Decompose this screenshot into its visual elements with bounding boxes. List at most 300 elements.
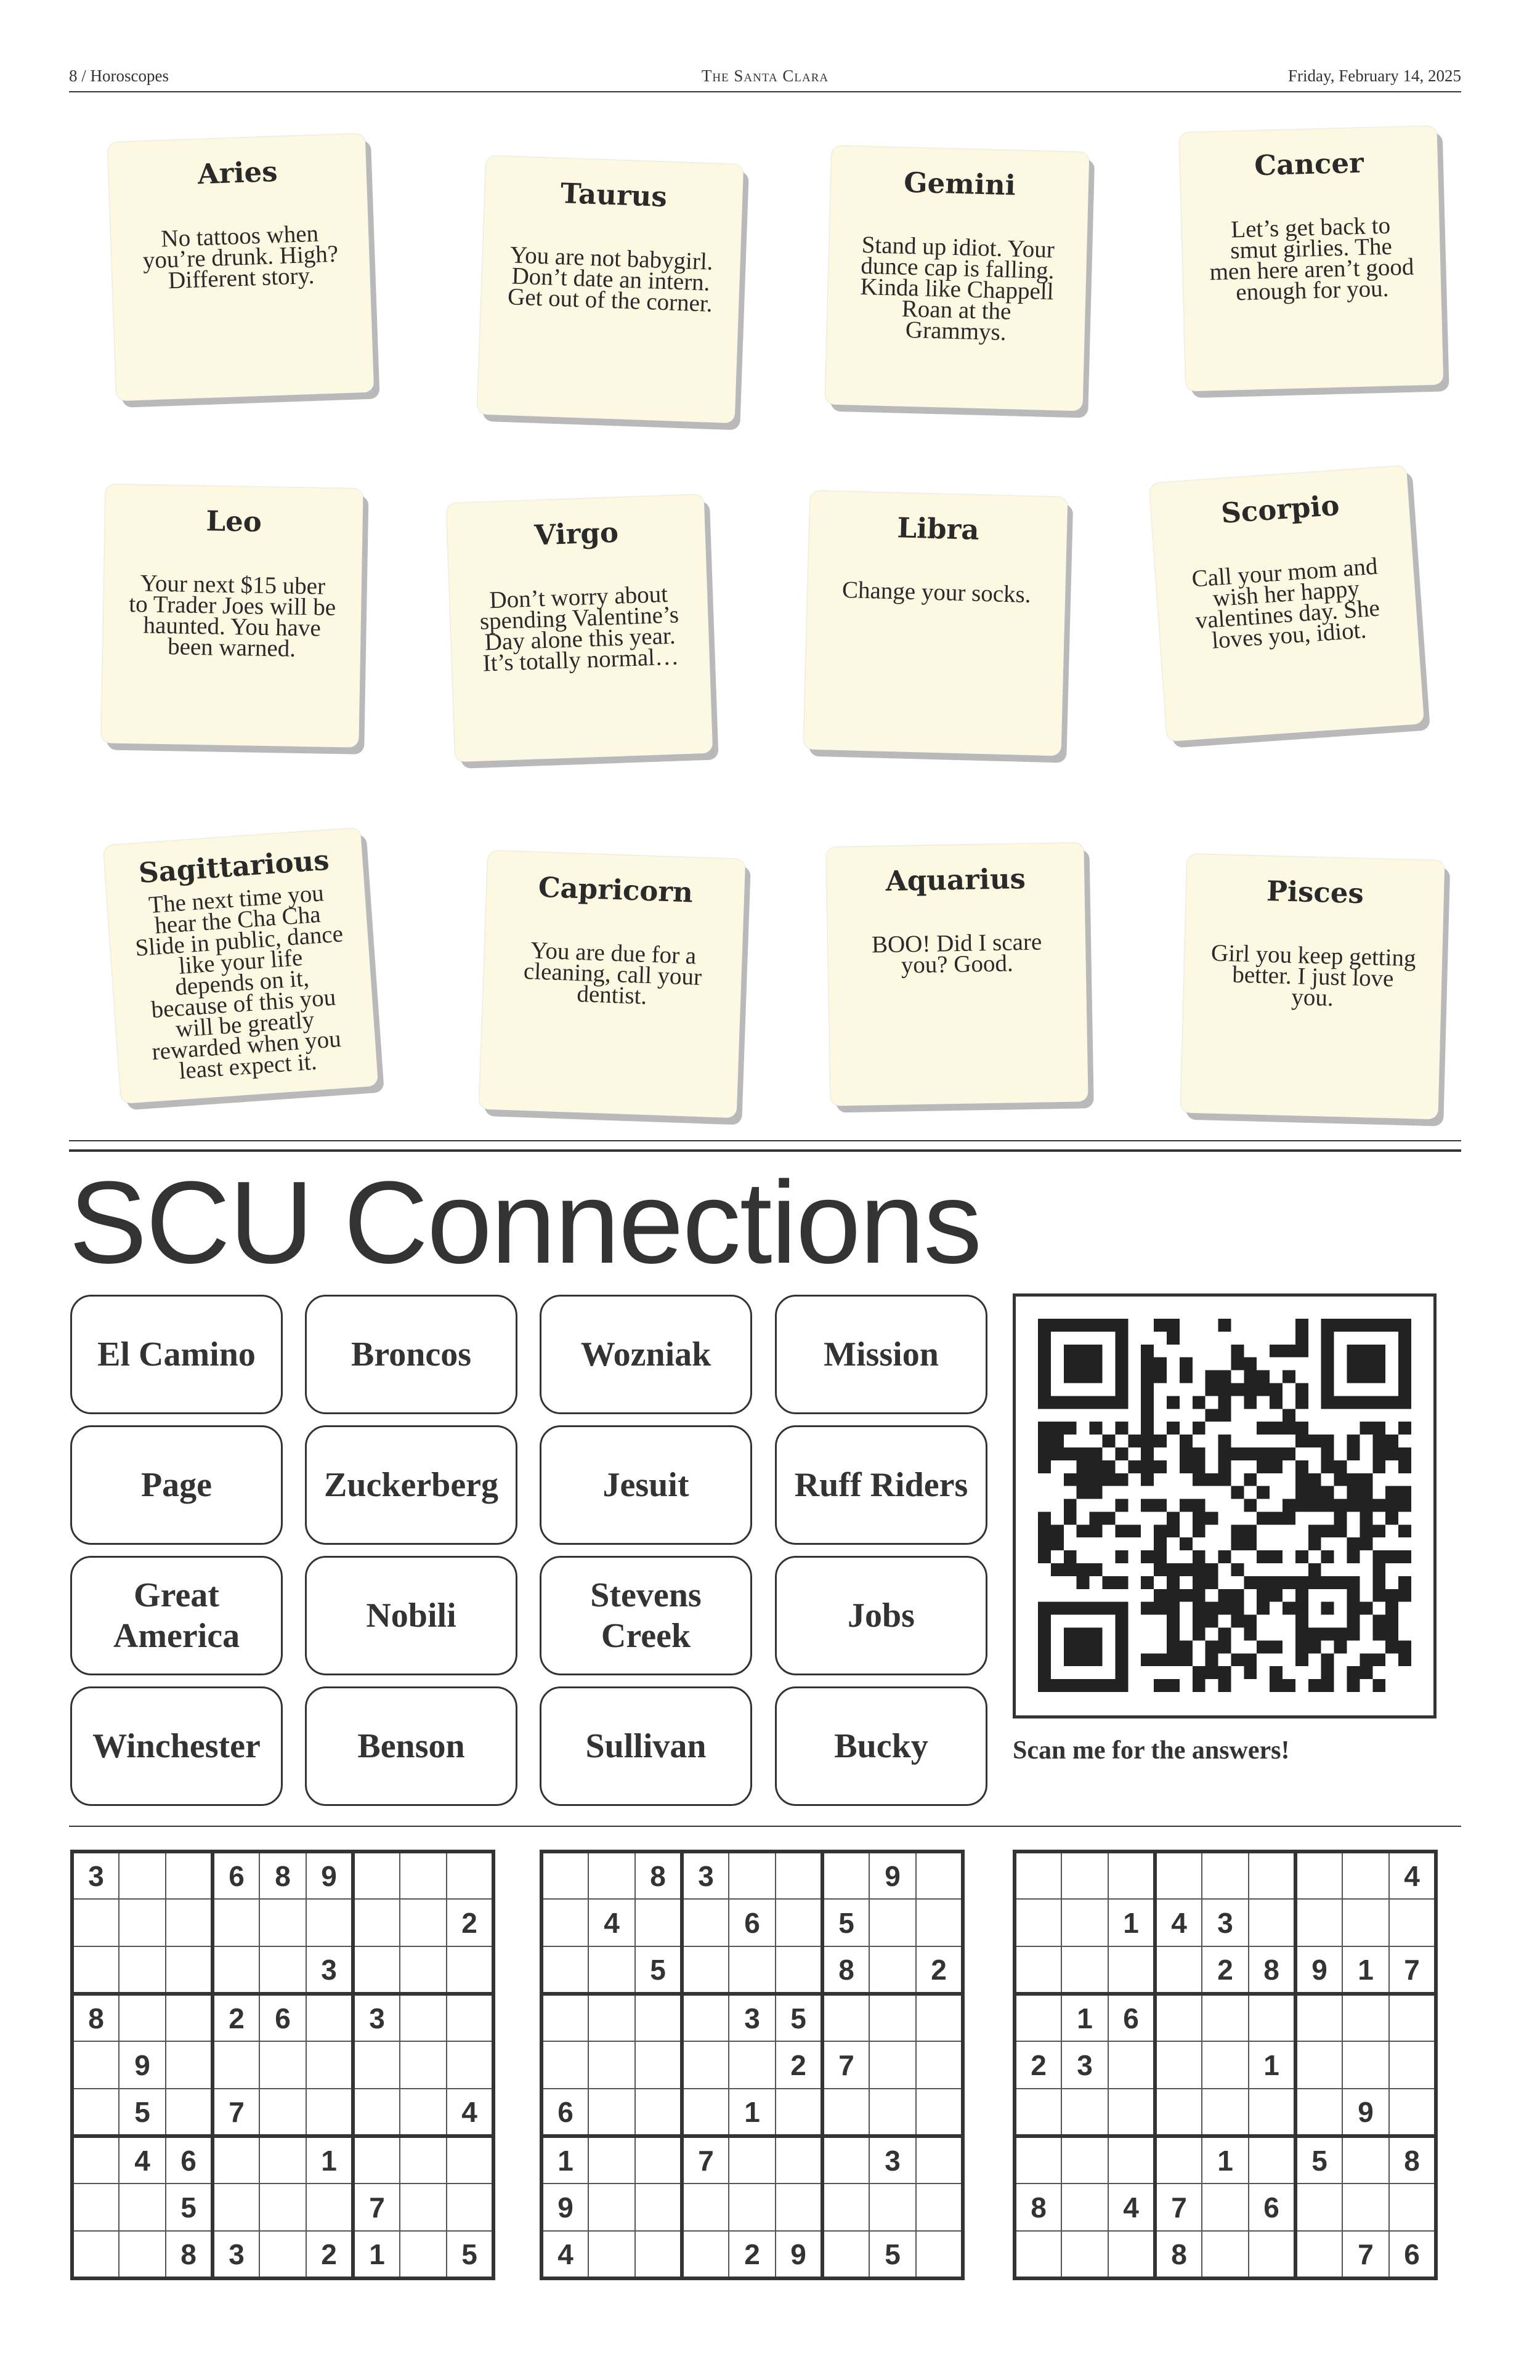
sudoku-cell[interactable] (259, 2041, 306, 2089)
sudoku-cell[interactable] (213, 2184, 259, 2231)
sudoku-row (72, 2184, 493, 2231)
sudoku-cell[interactable]: 6 (1249, 2184, 1295, 2231)
sudoku-row (72, 1946, 493, 1994)
sudoku-cell[interactable]: 4 (447, 2089, 493, 2136)
sudoku-cell[interactable]: 5 (119, 2089, 166, 2136)
sudoku-cell[interactable] (1342, 1852, 1389, 1899)
sudoku-cell[interactable] (682, 2041, 729, 2089)
sudoku-cell[interactable]: 2 (306, 2231, 353, 2278)
connections-tile[interactable]: Great America (70, 1556, 283, 1675)
connections-tile[interactable]: Wozniak (540, 1295, 752, 1414)
sudoku-cell[interactable]: 6 (259, 1994, 306, 2041)
sudoku-cell[interactable]: 1 (541, 2136, 588, 2184)
sudoku-cell[interactable] (1108, 2089, 1155, 2136)
sudoku-cell[interactable] (635, 2231, 682, 2278)
sudoku-cell[interactable]: 1 (353, 2231, 400, 2278)
connections-tile[interactable]: Stevens Creek (540, 1556, 752, 1675)
sudoku-cell[interactable] (353, 2136, 400, 2184)
sudoku-cell[interactable]: 5 (166, 2184, 213, 2231)
sudoku-cell[interactable] (1061, 2231, 1108, 2278)
section-divider (69, 1140, 1461, 1141)
qr-code[interactable] (1013, 1293, 1437, 1718)
sudoku-row (1015, 2184, 1436, 2231)
sudoku-cell[interactable] (1108, 2136, 1155, 2184)
sudoku-cell[interactable]: 9 (1342, 2089, 1389, 2136)
sudoku-cell[interactable]: 5 (1295, 2136, 1342, 2184)
sudoku-cell[interactable] (1202, 2089, 1249, 2136)
sudoku-cell[interactable]: 8 (1249, 1946, 1295, 1994)
sudoku-cell[interactable] (306, 2041, 353, 2089)
sudoku-cell[interactable] (1015, 2231, 1061, 2278)
sudoku-cell[interactable] (588, 1946, 635, 1994)
sudoku-cell[interactable]: 1 (306, 2136, 353, 2184)
sudoku-cell[interactable] (1061, 2089, 1108, 2136)
connections-tile[interactable]: Benson (305, 1686, 517, 1806)
sudoku-cell[interactable] (682, 2231, 729, 2278)
sudoku-cell[interactable] (869, 2184, 916, 2231)
sudoku-cell[interactable]: 7 (353, 2184, 400, 2231)
sudoku-cell[interactable] (869, 2089, 916, 2136)
sudoku-row (1015, 1899, 1436, 1946)
sudoku-cell[interactable] (1061, 2184, 1108, 2231)
sudoku-cell[interactable]: 1 (1061, 1994, 1108, 2041)
sudoku-cell[interactable]: 6 (541, 2089, 588, 2136)
sudoku-cell[interactable] (776, 2136, 822, 2184)
sudoku-cell[interactable]: 4 (588, 1899, 635, 1946)
sudoku-row (1015, 1946, 1436, 1994)
sudoku-cell[interactable] (400, 1899, 447, 1946)
sudoku-cell[interactable] (259, 2136, 306, 2184)
connections-tile[interactable]: Bucky (775, 1686, 987, 1806)
sudoku-cell[interactable] (259, 2231, 306, 2278)
sudoku-cell[interactable] (1108, 2041, 1155, 2089)
sudoku-cell[interactable] (447, 1946, 493, 1994)
sudoku-grid-3 (1013, 1850, 1438, 2280)
sudoku-cell[interactable] (72, 2041, 119, 2089)
sudoku-cell[interactable] (1108, 1852, 1155, 1899)
sudoku-cell[interactable] (72, 2136, 119, 2184)
sudoku-cell[interactable] (541, 1899, 588, 1946)
sudoku-cell[interactable]: 6 (213, 1852, 259, 1899)
sudoku-cell[interactable]: 7 (213, 2089, 259, 2136)
sudoku-row (1015, 1852, 1436, 1899)
sudoku-cell[interactable]: 2 (729, 2231, 776, 2278)
section-divider (69, 1149, 1461, 1152)
sudoku-cell[interactable] (1249, 1852, 1295, 1899)
sudoku-cell[interactable] (447, 1994, 493, 2041)
sudoku-row (1015, 1994, 1436, 2041)
sudoku-cell[interactable] (400, 2041, 447, 2089)
sudoku-cell[interactable] (916, 2184, 963, 2231)
sudoku-cell[interactable] (353, 2089, 400, 2136)
sudoku-cell[interactable] (400, 2184, 447, 2231)
sudoku-cell[interactable] (166, 1946, 213, 1994)
sudoku-cell[interactable] (1249, 1994, 1295, 2041)
sudoku-row (541, 2041, 963, 2089)
sudoku-row (1015, 2136, 1436, 2184)
sudoku-cell[interactable]: 2 (447, 1899, 493, 1946)
sudoku-cell[interactable]: 8 (166, 2231, 213, 2278)
sudoku-cell[interactable] (213, 1899, 259, 1946)
sudoku-cell[interactable] (353, 1946, 400, 1994)
sudoku-cell[interactable] (1295, 2041, 1342, 2089)
sudoku-cell[interactable] (166, 2089, 213, 2136)
sudoku-cell[interactable] (400, 1994, 447, 2041)
sudoku-cell[interactable] (213, 2041, 259, 2089)
sudoku-cell[interactable] (1389, 2184, 1436, 2231)
sudoku-cell[interactable] (213, 2136, 259, 2184)
horoscope-text: BOO! Did I scare you? Good. (871, 928, 1042, 979)
sudoku-cell[interactable] (729, 1852, 776, 1899)
sudoku-cell[interactable] (72, 2231, 119, 2278)
sudoku-cell[interactable]: 9 (1295, 1946, 1342, 1994)
sudoku-cell[interactable] (869, 1994, 916, 2041)
horoscope-sign: Taurus (560, 177, 668, 214)
sudoku-cell[interactable] (119, 1852, 166, 1899)
connections-tile[interactable]: Zuckerberg (305, 1425, 517, 1545)
sudoku-cell[interactable] (1061, 2136, 1108, 2184)
horoscope-card-gemini (825, 146, 1090, 411)
sudoku-cell[interactable] (306, 2184, 353, 2231)
sudoku-cell[interactable] (166, 1852, 213, 1899)
horoscope-card-aries (108, 134, 374, 401)
sudoku-cell[interactable] (1155, 1946, 1202, 1994)
horoscope-text: Change your socks. (841, 577, 1032, 609)
sudoku-cell[interactable] (1015, 2089, 1061, 2136)
sudoku-row (72, 2136, 493, 2184)
horoscope-sign: Capricorn (537, 870, 694, 909)
sudoku-cell[interactable] (1295, 1899, 1342, 1946)
sudoku-cell[interactable] (635, 1899, 682, 1946)
sudoku-cell[interactable] (1155, 2041, 1202, 2089)
sudoku-cell[interactable] (72, 1946, 119, 1994)
sudoku-cell[interactable] (1015, 1994, 1061, 2041)
sudoku-cell[interactable] (1108, 2231, 1155, 2278)
sudoku-cell[interactable] (306, 1899, 353, 1946)
sudoku-cell[interactable] (259, 2184, 306, 2231)
sudoku-cell[interactable]: 8 (635, 1852, 682, 1899)
sudoku-cell[interactable]: 5 (869, 2231, 916, 2278)
sudoku-cell[interactable] (869, 1899, 916, 1946)
sudoku-cell[interactable] (1249, 1899, 1295, 1946)
sudoku-cell[interactable] (822, 1994, 869, 2041)
horoscope-card-libra (804, 491, 1068, 756)
sudoku-cell[interactable] (1202, 2041, 1249, 2089)
sudoku-cell[interactable] (119, 1946, 166, 1994)
sudoku-cell[interactable]: 8 (1015, 2184, 1061, 2231)
sudoku-cell[interactable]: 3 (869, 2136, 916, 2184)
sudoku-cell[interactable] (447, 2184, 493, 2231)
sudoku-cell[interactable]: 4 (1155, 1899, 1202, 1946)
sudoku-cell[interactable] (588, 2089, 635, 2136)
horoscope-sign: Cancer (1254, 146, 1364, 182)
sudoku-cell[interactable] (635, 2089, 682, 2136)
sudoku-cell[interactable] (635, 2041, 682, 2089)
sudoku-cell[interactable]: 9 (541, 2184, 588, 2231)
sudoku-cell[interactable] (916, 1852, 963, 1899)
connections-tile[interactable]: Ruff Riders (775, 1425, 987, 1545)
sudoku-cell[interactable] (447, 2041, 493, 2089)
sudoku-cell[interactable] (916, 1899, 963, 1946)
sudoku-cell[interactable]: 8 (1389, 2136, 1436, 2184)
sudoku-cell[interactable] (119, 1899, 166, 1946)
sudoku-cell[interactable] (541, 2041, 588, 2089)
sudoku-cell[interactable]: 2 (1202, 1946, 1249, 1994)
sudoku-cell[interactable]: 6 (1389, 2231, 1436, 2278)
sudoku-cell[interactable] (682, 1899, 729, 1946)
sudoku-cell[interactable] (1015, 1899, 1061, 1946)
sudoku-cell[interactable] (1061, 1852, 1108, 1899)
sudoku-row (541, 1994, 963, 2041)
sudoku-cell[interactable] (1342, 2136, 1389, 2184)
qr-code-icon (1038, 1319, 1411, 1692)
sudoku-cell[interactable] (635, 1994, 682, 2041)
sudoku-cell[interactable] (1108, 1946, 1155, 1994)
sudoku-cell[interactable] (1389, 2089, 1436, 2136)
sudoku-cell[interactable]: 1 (729, 2089, 776, 2136)
sudoku-cell[interactable] (1202, 2231, 1249, 2278)
sudoku-cell[interactable] (776, 2089, 822, 2136)
sudoku-cell[interactable]: 3 (682, 1852, 729, 1899)
horoscope-card-sagittarious (103, 828, 378, 1104)
connections-tile[interactable]: Jobs (775, 1556, 987, 1675)
sudoku-cell[interactable] (916, 2231, 963, 2278)
sudoku-cell[interactable] (72, 2184, 119, 2231)
sudoku-cell[interactable]: 8 (72, 1994, 119, 2041)
sudoku-cell[interactable]: 9 (869, 1852, 916, 1899)
horoscope-text: Girl you keep getting better. I just love you. (1210, 939, 1417, 1011)
qr-caption: Scan me for the answers! (1013, 1736, 1290, 1765)
sudoku-cell[interactable]: 5 (635, 1946, 682, 1994)
sudoku-cell[interactable]: 8 (259, 1852, 306, 1899)
sudoku-cell[interactable]: 4 (1108, 2184, 1155, 2231)
sudoku-cell[interactable]: 9 (119, 2041, 166, 2089)
sudoku-cell[interactable] (729, 1946, 776, 1994)
sudoku-cell[interactable] (776, 1899, 822, 1946)
connections-tile[interactable]: Mission (775, 1295, 987, 1414)
connections-tile[interactable]: Winchester (70, 1686, 283, 1806)
sudoku-cell[interactable] (1249, 2089, 1295, 2136)
sudoku-cell[interactable] (822, 2136, 869, 2184)
sudoku-cell[interactable] (916, 2089, 963, 2136)
sudoku-cell[interactable] (119, 1994, 166, 2041)
connections-tile[interactable]: Broncos (305, 1295, 517, 1414)
connections-tile[interactable]: Sullivan (540, 1686, 752, 1806)
sudoku-cell[interactable] (1295, 2089, 1342, 2136)
sudoku-cell[interactable]: 1 (1108, 1899, 1155, 1946)
sudoku-cell[interactable] (729, 2136, 776, 2184)
sudoku-cell[interactable] (588, 1994, 635, 2041)
sudoku-cell[interactable] (822, 2231, 869, 2278)
sudoku-cell[interactable] (1342, 1994, 1389, 2041)
sudoku-cell[interactable] (400, 2136, 447, 2184)
sudoku-cell[interactable] (447, 2136, 493, 2184)
section-label: 8 / Horoscopes (69, 67, 169, 85)
sudoku-cell[interactable] (1389, 1899, 1436, 1946)
connections-tile[interactable]: El Camino (70, 1295, 283, 1414)
sudoku-cell[interactable] (635, 2136, 682, 2184)
sudoku-cell[interactable]: 3 (1202, 1899, 1249, 1946)
connections-tile[interactable]: Page (70, 1425, 283, 1545)
sudoku-cell[interactable] (588, 2231, 635, 2278)
sudoku-cell[interactable] (1249, 2231, 1295, 2278)
sudoku-cell[interactable] (822, 1852, 869, 1899)
sudoku-cell[interactable] (1342, 2041, 1389, 2089)
sudoku-cell[interactable] (1155, 2136, 1202, 2184)
horoscope-card-virgo (447, 495, 713, 762)
sudoku-cell[interactable]: 6 (729, 1899, 776, 1946)
sudoku-cell[interactable]: 5 (776, 1994, 822, 2041)
sudoku-cell[interactable] (1061, 1946, 1108, 1994)
sudoku-row (72, 2231, 493, 2278)
sudoku-cell[interactable]: 8 (1155, 2231, 1202, 2278)
sudoku-cell[interactable] (306, 2089, 353, 2136)
sudoku-cell[interactable] (1295, 2184, 1342, 2231)
sudoku-cell[interactable] (776, 1946, 822, 1994)
sudoku-cell[interactable]: 5 (822, 1899, 869, 1946)
sudoku-cell[interactable] (682, 2184, 729, 2231)
sudoku-cell[interactable]: 6 (166, 2136, 213, 2184)
sudoku-cell[interactable]: 4 (1389, 1852, 1436, 1899)
sudoku-cell[interactable]: 3 (729, 1994, 776, 2041)
sudoku-cell[interactable] (259, 2089, 306, 2136)
sudoku-cell[interactable] (822, 2089, 869, 2136)
sudoku-cell[interactable] (1061, 1899, 1108, 1946)
sudoku-cell[interactable] (1389, 1994, 1436, 2041)
sudoku-cell[interactable] (166, 2041, 213, 2089)
sudoku-cell[interactable] (729, 2041, 776, 2089)
sudoku-cell[interactable] (1249, 2136, 1295, 2184)
sudoku-cell[interactable] (1202, 1852, 1249, 1899)
sudoku-cell[interactable]: 9 (776, 2231, 822, 2278)
sudoku-cell[interactable]: 6 (1108, 1994, 1155, 2041)
sudoku-cell[interactable] (1202, 1994, 1249, 2041)
sudoku-cell[interactable]: 1 (1202, 2136, 1249, 2184)
sudoku-cell[interactable] (682, 1994, 729, 2041)
sudoku-cell[interactable] (1015, 1852, 1061, 1899)
sudoku-cell[interactable]: 7 (1389, 1946, 1436, 1994)
sudoku-cell[interactable] (1155, 2089, 1202, 2136)
sudoku-cell[interactable] (776, 1852, 822, 1899)
horoscope-card-pisces (1181, 854, 1445, 1120)
sudoku-cell[interactable] (588, 2041, 635, 2089)
sudoku-cell[interactable] (72, 2089, 119, 2136)
sudoku-cell[interactable]: 3 (306, 1946, 353, 1994)
sudoku-cell[interactable] (682, 2089, 729, 2136)
horoscope-sign: Libra (896, 511, 980, 546)
sudoku-cell[interactable]: 7 (1155, 2184, 1202, 2231)
sudoku-cell[interactable] (1155, 1852, 1202, 1899)
sudoku-cell[interactable] (353, 1899, 400, 1946)
sudoku-cell[interactable] (729, 2184, 776, 2231)
sudoku-cell[interactable] (1015, 2136, 1061, 2184)
sudoku-cell[interactable] (541, 1994, 588, 2041)
sudoku-cell[interactable] (541, 1852, 588, 1899)
sudoku-cell[interactable] (1295, 1994, 1342, 2041)
sudoku-cell[interactable] (682, 1946, 729, 1994)
sudoku-cell[interactable]: 9 (306, 1852, 353, 1899)
sudoku-cell[interactable] (119, 2231, 166, 2278)
sudoku-cell[interactable] (1015, 1946, 1061, 1994)
sudoku-cell[interactable] (916, 2041, 963, 2089)
sudoku-cell[interactable] (447, 1852, 493, 1899)
horoscope-card-cancer (1180, 126, 1444, 392)
sudoku-cell[interactable] (541, 1946, 588, 1994)
sudoku-cell[interactable] (635, 2184, 682, 2231)
sudoku-cell[interactable] (916, 1994, 963, 2041)
sudoku-cell[interactable] (400, 1852, 447, 1899)
sudoku-cell[interactable] (353, 1852, 400, 1899)
sudoku-cell[interactable]: 4 (119, 2136, 166, 2184)
sudoku-row (541, 1852, 963, 1899)
sudoku-cell[interactable] (259, 1899, 306, 1946)
sudoku-cell[interactable] (119, 2184, 166, 2231)
sudoku-cell[interactable] (588, 2136, 635, 2184)
sudoku-row (1015, 2041, 1436, 2089)
horoscope-text: No tattoos when you’re drunk. High? Different story. (142, 220, 339, 294)
sudoku-cell[interactable]: 1 (1249, 2041, 1295, 2089)
sudoku-cell[interactable]: 3 (72, 1852, 119, 1899)
sudoku-cell[interactable] (869, 2041, 916, 2089)
connections-tile[interactable]: Nobili (305, 1556, 517, 1675)
sudoku-cell[interactable] (400, 2231, 447, 2278)
sudoku-cell[interactable]: 2 (213, 1994, 259, 2041)
sudoku-cell[interactable]: 8 (822, 1946, 869, 1994)
sudoku-cell[interactable]: 3 (353, 1994, 400, 2041)
sudoku-cell[interactable] (1295, 1852, 1342, 1899)
sudoku-row (541, 2089, 963, 2136)
sudoku-cell[interactable]: 7 (682, 2136, 729, 2184)
sudoku-cell[interactable]: 4 (541, 2231, 588, 2278)
sudoku-cell[interactable]: 2 (916, 1946, 963, 1994)
sudoku-cell[interactable] (400, 1946, 447, 1994)
horoscope-sign: Aquarius (885, 862, 1026, 898)
sudoku-cell[interactable] (1389, 2041, 1436, 2089)
sudoku-cell[interactable] (166, 1899, 213, 1946)
issue-date: Friday, February 14, 2025 (1288, 67, 1461, 85)
sudoku-cell[interactable]: 1 (1342, 1946, 1389, 1994)
sudoku-cell[interactable] (588, 2184, 635, 2231)
sudoku-cell[interactable] (400, 2089, 447, 2136)
sudoku-cell[interactable]: 7 (822, 2041, 869, 2089)
sudoku-cell[interactable] (213, 1946, 259, 1994)
sudoku-row (72, 1899, 493, 1946)
connections-tile[interactable]: Jesuit (540, 1425, 752, 1545)
sudoku-cell[interactable] (776, 2184, 822, 2231)
sudoku-cell[interactable] (166, 1994, 213, 2041)
sudoku-cell[interactable] (822, 2184, 869, 2231)
sudoku-cell[interactable]: 5 (447, 2231, 493, 2278)
sudoku-cell[interactable] (1295, 2231, 1342, 2278)
sudoku-cell[interactable] (306, 1994, 353, 2041)
sudoku-cell[interactable] (1342, 2184, 1389, 2231)
sudoku-cell[interactable]: 3 (213, 2231, 259, 2278)
sudoku-cell[interactable] (259, 1946, 306, 1994)
sudoku-cell[interactable] (1202, 2184, 1249, 2231)
sudoku-cell[interactable] (1342, 1899, 1389, 1946)
sudoku-cell[interactable] (1155, 1994, 1202, 2041)
sudoku-cell[interactable] (353, 2041, 400, 2089)
sudoku-cell[interactable]: 2 (776, 2041, 822, 2089)
sudoku-cell[interactable] (72, 1899, 119, 1946)
sudoku-cell[interactable] (869, 1946, 916, 1994)
sudoku-cell[interactable]: 2 (1015, 2041, 1061, 2089)
sudoku-cell[interactable] (588, 1852, 635, 1899)
sudoku-cell[interactable]: 3 (1061, 2041, 1108, 2089)
horoscope-text: Call your mom and wish her happy valentines day. She loves you, idiot. (1191, 552, 1381, 654)
sudoku-cell[interactable] (916, 2136, 963, 2184)
sudoku-cell[interactable]: 7 (1342, 2231, 1389, 2278)
